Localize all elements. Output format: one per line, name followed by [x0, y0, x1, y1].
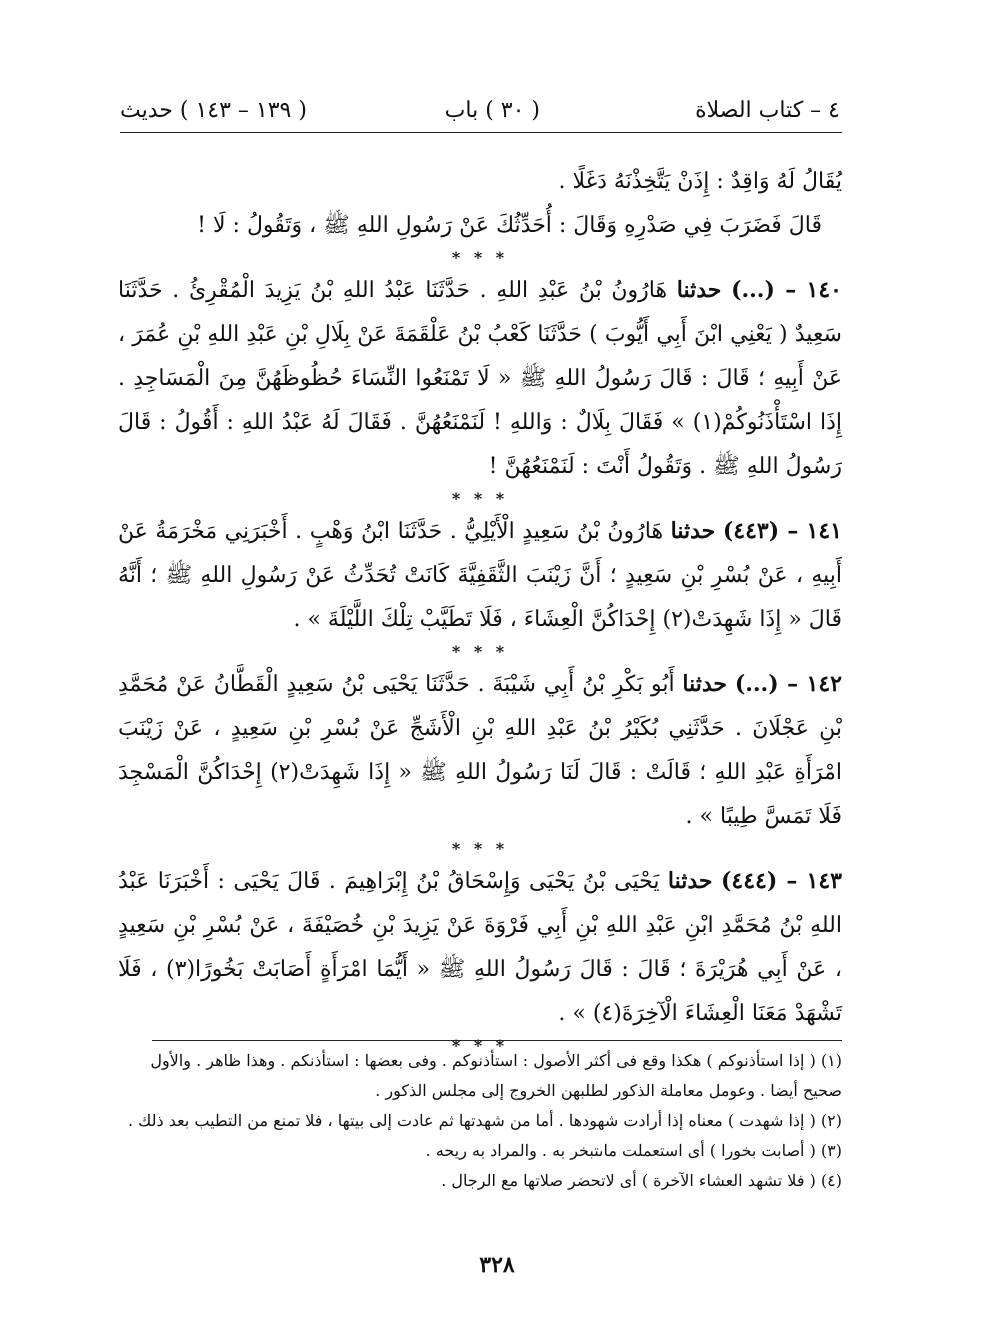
running-header [120, 92, 840, 132]
chapter-label: ( ٣٠ ) باب [444, 98, 540, 123]
separator-stars: * * * [451, 1036, 509, 1055]
separator-stars: * * * [451, 642, 509, 661]
hadith-number: ١٤٣ – (٤٤٤) [721, 868, 842, 894]
haddathana-label: حدثنا [676, 277, 722, 303]
hadith-text: هَارُونُ بْنُ سَعِيدٍ الْأَيْلِيُّ . حَدَّثَنَا ابْنُ وَهْبٍ . أَخْبَرَنِي مَخْرَمَةُ عَنْ أَبِيهِ ، عَنْ بُسْرِ بْنِ سَعِيدٍ ؛ أَنَّ زَيْنَبَ الثَّقَفِيَّةَ كَانَتْ تُحَدِّثُ عَنْ رَسُولِ اللهِ ﷺ ؛ أَنَّهُ قَالَ « إِذَا شَهِدَتْ(٢) إِحْدَاكُنَّ الْعِشَاءَ ، فَلَا تَطَيَّبْ تِلْكَ اللَّيْلَةَ » . [118, 519, 842, 632]
intro-line: قَالَ فَضَرَبَ فِي صَدْرِهِ وَقَالَ : أُحَدِّثُكَ عَنْ رَسُولِ اللهِ ﷺ ، وَتَقُولُ : لَا ! [197, 213, 822, 238]
page-number: ٣٢٨ [479, 1252, 515, 1278]
hadith-140 [118, 268, 842, 489]
hadith-number: ١٤٢ – (...) [734, 671, 842, 697]
footnote-rule [152, 1040, 842, 1041]
footnote-2: (٢) ( إذا شهدت ) معناه إذا أرادت شهودها . أما من شهدتها ثم عادت إلى بيتها ، فلا تمنع من التطيب بعد ذلك . [127, 1111, 842, 1130]
footnote-1: (١) ( إذا استأذنوكم ) هكذا وقع فى أكثر الأصول : استأذنوكم . وفى بعضها : استأذنكم . وهذا ظاهر . والأول صحيح أيضا . وعومل معاملة الذكور لطلبهن الخروج إلى مجلس الذكور . [150, 1051, 842, 1100]
haddathana-label: حدثنا [670, 518, 716, 544]
hadith-number: ١٤٠ – (...) [731, 277, 842, 303]
footnote-4: (٤) ( فلا تشهد العشاء الآخرة ) أى لاتحضر صلاتها مع الرجال . [441, 1171, 842, 1190]
hadith-text: يَحْيَى بْنُ يَحْيَى وَإِسْحَاقُ بْنُ إِبْرَاهِيمَ . قَالَ يَحْيَى : أَخْبَرَنَا عَبْدُ اللهِ بْنُ مُحَمَّدِ ابْنِ عَبْدِ اللهِ بْنِ أَبِي فَرْوَةَ عَنْ يَزِيدَ بْنِ خُصَيْفَةَ ، عَنْ بُسْرِ بْنِ سَعِيدٍ ، عَنْ أَبِي هُرَيْرَةَ ؛ قَالَ : قَالَ رَسُولُ اللهِ ﷺ « أَيُّمَا امْرَأَةٍ أَصَابَتْ بَخُورًا(٣) ، فَلَا تَشْهَدْ مَعَنَا الْعِشَاءَ الْآخِرَةَ(٤) » . [118, 869, 842, 1026]
hadith-141 [118, 509, 842, 642]
footnotes [118, 1046, 842, 1196]
hadith-142 [118, 662, 842, 839]
separator-stars: * * * [451, 248, 509, 267]
intro-line: يُقَالُ لَهُ وَاقِدٌ : إِذَنْ يَتَّخِذْنَهُ دَغَلًا . [558, 169, 842, 194]
hadith-text: أَبُو بَكْرِ بْنُ أَبِي شَيْبَةَ . حَدَّثَنَا يَحْيَى بْنُ سَعِيدٍ الْقَطَّانُ عَنْ مُحَمَّدِ بْنِ عَجْلَانَ . حَدَّثَنِي بُكَيْرُ بْنُ عَبْدِ اللهِ بْنِ الْأَشَجِّ عَنْ بُسْرِ بْنِ سَعِيدٍ ، عَنْ زَيْنَبَ امْرَأَةِ عَبْدِ اللهِ ؛ قَالَتْ : قَالَ لَنَا رَسُولُ اللهِ ﷺ « إِذَا شَهِدَتْ(٢) إِحْدَاكُنَّ الْمَسْجِدَ فَلَا تَمَسَّ طِيبًا » . [118, 672, 842, 829]
main-text [118, 160, 842, 1056]
separator-stars: * * * [451, 839, 509, 858]
separator-stars: * * * [451, 489, 509, 508]
hadith-range: ( ١٣٩ – ١٤٣ ) حديث [120, 98, 307, 123]
footnote-3: (٣) ( أصابت بخورا ) أى استعملت ماىتبخر به . والمراد به ريحه . [425, 1141, 842, 1160]
haddathana-label: حدثنا [667, 868, 713, 894]
book-title: ٤ – كتاب الصلاة [695, 98, 840, 123]
header-rule [120, 132, 842, 133]
hadith-143 [118, 859, 842, 1036]
hadith-number: ١٤١ – (٤٤٣) [722, 518, 842, 544]
haddathana-label: حدثنا [682, 671, 727, 697]
hadith-text: هَارُونُ بْنُ عَبْدِ اللهِ . حَدَّثَنَا عَبْدُ اللهِ بْنُ يَزِيدَ الْمُقْرِئُ . حَدَّثَنَا سَعِيدٌ ( يَعْنِي ابْنَ أَبِي أَيُّوبَ ) حَدَّثَنَا كَعْبُ بْنُ عَلْقَمَةَ عَنْ بِلَالِ بْنِ عَبْدِ اللهِ بْنِ عُمَرَ ، عَنْ أَبِيهِ ؛ قَالَ : قَالَ رَسُولُ اللهِ ﷺ « لَا تَمْنَعُوا النِّسَاءَ حُظُوظَهُنَّ مِنَ الْمَسَاجِدِ . إِذَا اسْتَأْذَنُوكُمْ(١) » فَقَالَ بِلَالٌ : وَاللهِ ! لَنَمْنَعُهُنَّ . فَقَالَ لَهُ عَبْدُ اللهِ : أَقُولُ : قَالَ رَسُولُ اللهِ ﷺ . وَتَقُولُ أَنْتَ : لَنَمْنَعُهُنَّ ! [118, 278, 842, 479]
